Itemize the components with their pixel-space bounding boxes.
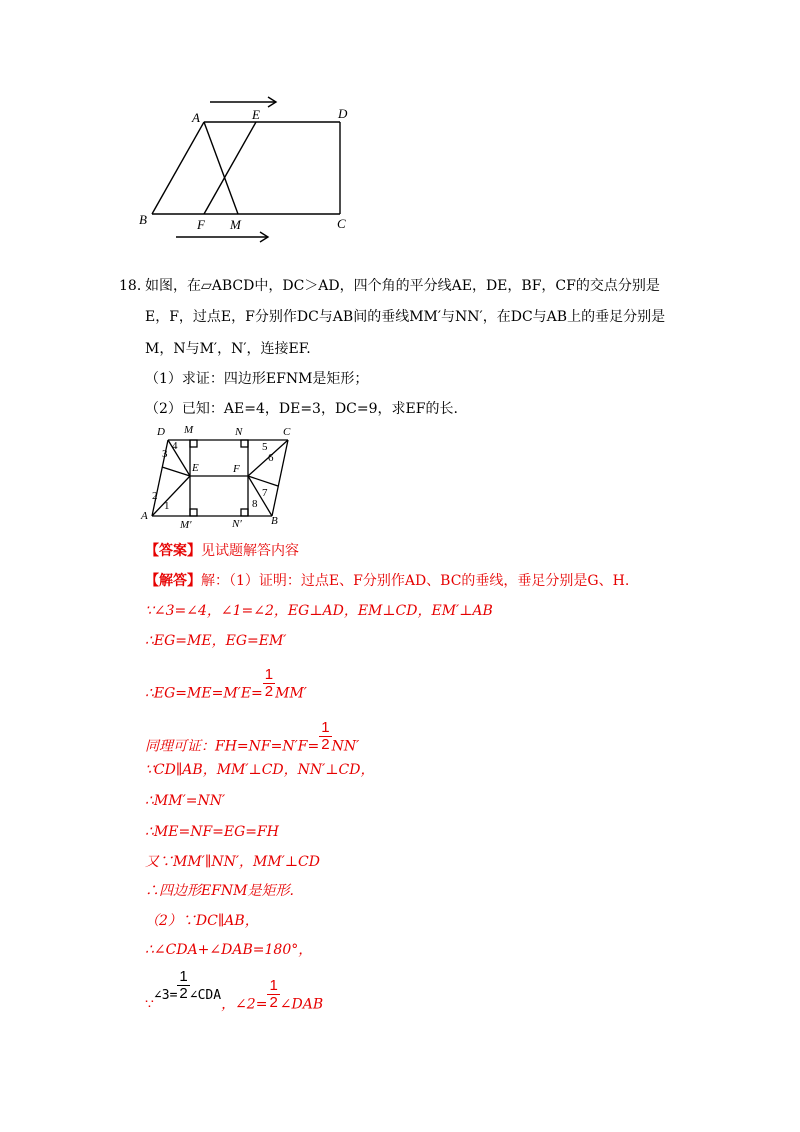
solution-line-12: ∴∠CDA+∠DAB=180°， bbox=[145, 942, 313, 958]
solution-text-1: 解：（1）证明：过点E、F分别作AD、BC的垂线，垂足分别是G、H. bbox=[201, 573, 630, 589]
label-angle-2: 2 bbox=[152, 490, 158, 502]
question-2: （2）已知：AE=4，DE=3，DC=9，求EF的长. bbox=[145, 401, 458, 417]
label-A: A bbox=[192, 110, 200, 125]
angle-2-label: ，∠2= bbox=[221, 996, 268, 1013]
solution-line-8: ∴ME=NF=EG=FH bbox=[145, 824, 279, 840]
label-E: E bbox=[252, 107, 260, 122]
angle-3-expression bbox=[153, 967, 222, 1003]
segment-AE bbox=[152, 476, 190, 516]
solution-line-4-right: MM′ bbox=[275, 685, 307, 702]
figure-translation-diagram bbox=[130, 90, 360, 250]
label-B: B bbox=[271, 515, 278, 527]
solution-tag: 【解答】 bbox=[145, 573, 201, 589]
label-angle-6: 6 bbox=[268, 452, 274, 464]
label-F: F bbox=[233, 463, 240, 475]
solution-line-3: ∴EG=ME，EG=EM′ bbox=[145, 633, 287, 649]
answer-line bbox=[145, 541, 299, 561]
because-symbol: ∵ bbox=[145, 996, 154, 1013]
solution-line-5 bbox=[145, 719, 360, 763]
label-D: D bbox=[338, 106, 348, 121]
segment-AB bbox=[152, 122, 204, 214]
problem-line-3: M，N与M′，N′，连接EF. bbox=[145, 341, 311, 357]
fraction-numerator: 1 bbox=[269, 977, 278, 994]
solution-line-1 bbox=[145, 571, 629, 591]
label-M-prime: M′ bbox=[180, 519, 192, 531]
fraction-numerator: 1 bbox=[321, 719, 330, 736]
problem-line-2: E，F，过点E，F分别作DC与AB间的垂线MM′与NN′，在DC与AB上的垂足分别是 bbox=[145, 309, 666, 325]
label-F: F bbox=[197, 217, 205, 232]
segment-BF bbox=[248, 476, 272, 516]
solution-line-9: 又∵MM′∥NN′，MM′⊥CD bbox=[145, 854, 320, 870]
fraction-half bbox=[319, 720, 331, 753]
fraction-numerator: 1 bbox=[264, 666, 274, 683]
figure-parallelogram-diagram bbox=[140, 420, 300, 532]
solution-line-4-left: ∴EG=ME=M′E= bbox=[145, 685, 263, 702]
solution-line-4 bbox=[145, 666, 307, 710]
fraction-half bbox=[177, 969, 189, 1002]
fraction-numerator: 1 bbox=[179, 967, 188, 985]
question-1: （1）求证：四边形EFNM是矩形； bbox=[145, 371, 369, 387]
label-E: E bbox=[192, 462, 199, 474]
label-N-prime: N′ bbox=[232, 518, 242, 530]
angle-CDA-label: ∠CDA bbox=[189, 987, 222, 1003]
solution-line-13 bbox=[145, 967, 324, 1022]
label-D: D bbox=[157, 426, 165, 438]
right-angle-N bbox=[241, 440, 248, 447]
right-angle-M-prime bbox=[190, 509, 197, 516]
label-M: M bbox=[230, 217, 241, 232]
solution-line-2: ∵∠3=∠4，∠1=∠2，EG⊥AD，EM⊥CD，EM′⊥AB bbox=[145, 603, 493, 619]
angle-DAB-label: ∠DAB bbox=[279, 996, 324, 1013]
segment-EF bbox=[204, 122, 256, 214]
fraction-half bbox=[263, 667, 275, 700]
solution-line-6: ∵CD∥AB，MM′⊥CD，NN′⊥CD， bbox=[145, 762, 375, 778]
fraction-denominator: 2 bbox=[269, 994, 278, 1011]
label-M: M bbox=[184, 424, 194, 436]
label-C: C bbox=[337, 216, 346, 231]
label-angle-1: 1 bbox=[164, 500, 170, 512]
angle-3-label: ∠3= bbox=[153, 987, 178, 1003]
solution-line-5-left: 同理可证：FH=NF=N′F= bbox=[145, 738, 320, 755]
label-angle-8: 8 bbox=[252, 498, 258, 510]
solution-line-10: ∴四边形EFNM是矩形. bbox=[145, 883, 294, 899]
label-B: B bbox=[139, 212, 147, 227]
right-angle-M bbox=[190, 440, 197, 447]
solution-line-11: （2）∵DC∥AB， bbox=[145, 913, 259, 929]
label-angle-5: 5 bbox=[262, 441, 268, 453]
solution-line-7: ∴MM′=NN′ bbox=[145, 793, 226, 809]
segment-AM bbox=[204, 122, 238, 214]
label-angle-7: 7 bbox=[262, 487, 268, 499]
solution-line-5-right: NN′ bbox=[331, 738, 360, 755]
problem-line-1: 如图，在▱ABCD中，DC＞AD，四个角的平分线AE，DE，BF，CF的交点分别是 bbox=[145, 278, 660, 294]
label-A: A bbox=[141, 510, 148, 522]
fraction-denominator: 2 bbox=[321, 736, 330, 753]
label-angle-3: 3 bbox=[162, 448, 168, 460]
fraction-denominator: 2 bbox=[179, 984, 188, 1002]
label-angle-4: 4 bbox=[172, 440, 178, 452]
answer-tag: 【答案】 bbox=[145, 543, 201, 559]
fraction-denominator: 2 bbox=[264, 683, 274, 700]
fraction-half bbox=[267, 978, 279, 1011]
problem-number: 18． bbox=[119, 278, 151, 294]
right-angle-N-prime bbox=[241, 509, 248, 516]
label-C: C bbox=[283, 426, 291, 438]
answer-text: 见试题解答内容 bbox=[201, 543, 299, 559]
label-N: N bbox=[235, 426, 243, 438]
